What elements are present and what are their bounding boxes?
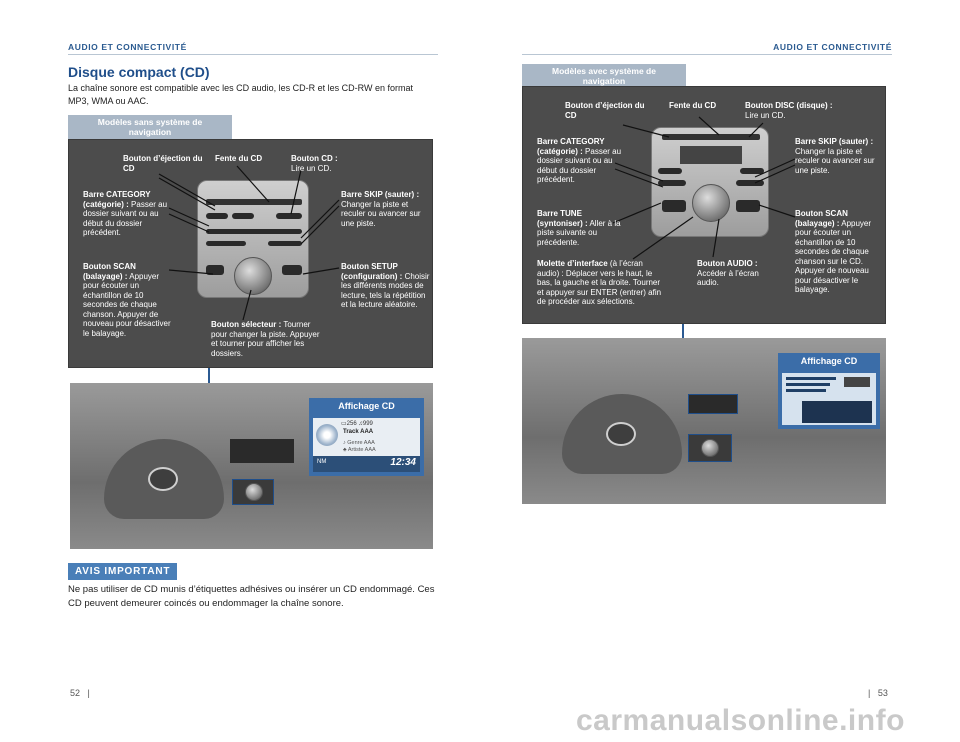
- nav-cd-display-title: Affichage CD: [778, 353, 880, 369]
- nav-label-eject: Bouton d’éjection du CD: [565, 101, 645, 120]
- nav-label-slot: Fente du CD: [669, 101, 717, 110]
- nav-label-scan: Bouton SCAN (balayage) : Appuyer pour écouter un échantillon de 10 secondes de chaque chanson sur le CD. Appuyer de nouveau pour désactiver le balayage.: [795, 209, 872, 294]
- nav-label-knob: Molette d’interface (à l’écran audio) : Déplacer vers le haut, le bas, la gauche et la droite. Tourner et appuyer sur ENTER (entrer) afin de procéder aux sélections.: [537, 259, 662, 306]
- nav-radio-thumbnail: [688, 434, 732, 462]
- nav-radio-diagram-panel: [522, 86, 886, 324]
- disc-icon: [316, 424, 338, 446]
- logo: [148, 467, 178, 491]
- nav-label-skip: Barre SKIP (sauter) : Changer la piste et reculer ou avancer sur une piste.: [795, 137, 875, 175]
- intro-text: La chaîne sonore est compatible avec les CD audio, les CD-R et les CD-RW en format MP3, WMA ou AAC.: [68, 83, 413, 106]
- left-header-rule: [68, 54, 438, 55]
- label-eject: Bouton d’éjection du CD: [123, 154, 203, 173]
- nav-label-audio: Bouton AUDIO : Accéder à l’écran audio.: [697, 259, 759, 287]
- nav-label-category: Barre CATEGORY (catégorie) : Passer au dossier suivant ou au début du dossier précédent.: [537, 137, 622, 184]
- label-scan: Bouton SCAN (balayage) : Appuyer pour écouter un échantillon de 10 secondes de chaque chanson. Appuyer de nouveau pour désactiver le balayage.: [83, 262, 171, 338]
- right-page-header: AUDIO ET CONNECTIVITÉ: [773, 42, 892, 52]
- label-setup: Bouton SETUP (configuration) : Choisir les différents modes de lecture, tels la répétition et la lecture aléatoire.: [341, 262, 430, 309]
- nav-label-disc: Bouton DISC (disque) : Lire un CD.: [745, 101, 833, 120]
- avis-important-badge: AVIS IMPORTANT: [68, 563, 177, 580]
- left-page-header: AUDIO ET CONNECTIVITÉ: [68, 42, 187, 52]
- center-screen: [230, 439, 294, 463]
- page-title: Disque compact (CD): [68, 64, 210, 80]
- label-slot: Fente du CD: [215, 154, 263, 163]
- label-selector: Bouton sélecteur : Tourner pour changer la piste. Appuyer et tourner pour afficher les dossiers.: [211, 320, 320, 358]
- radio-diagram-panel: [68, 139, 433, 368]
- right-page-number: | 53: [868, 688, 888, 698]
- label-skip: Barre SKIP (sauter) : Changer la piste et reculer ou avancer sur une piste.: [341, 190, 421, 228]
- avis-important-text: Ne pas utiliser de CD munis d’étiquettes adhésives ou insérer un CD endommagé. Ces CD peuvent demeurer coincés ou endommager la chaîne sonore.: [68, 584, 435, 609]
- nav-dashboard-photo: [522, 338, 886, 504]
- watermark: carmanualsonline.info: [576, 704, 905, 737]
- tag-with-nav: Modèles avec système de navigation: [522, 64, 686, 88]
- tag-without-nav: Modèles sans système de navigation: [68, 115, 232, 139]
- radio-thumbnail: [232, 479, 274, 505]
- cd-display-card: [309, 398, 424, 476]
- dashboard-photo: [70, 383, 433, 549]
- cd-display-title: Affichage CD: [309, 398, 424, 414]
- left-page-number: 52 |: [70, 688, 90, 698]
- label-category: Barre CATEGORY (catégorie) : Passer au dossier suivant ou au début du dossier précédent.: [83, 190, 168, 237]
- nav-cd-display-screen: [782, 373, 876, 425]
- right-header-rule: [522, 54, 892, 55]
- nav-cd-display-card: [778, 353, 880, 429]
- label-cd: Bouton CD : Lire un CD.: [291, 154, 338, 173]
- nav-label-tune: Barre TUNE (syntoniser) : Aller à la piste suivante ou précédente.: [537, 209, 621, 247]
- cd-display-screen: ▭256 ♫999 Track AAA ♪ Genre AAA ♣ Artiste AAA NM 12:34: [313, 418, 420, 472]
